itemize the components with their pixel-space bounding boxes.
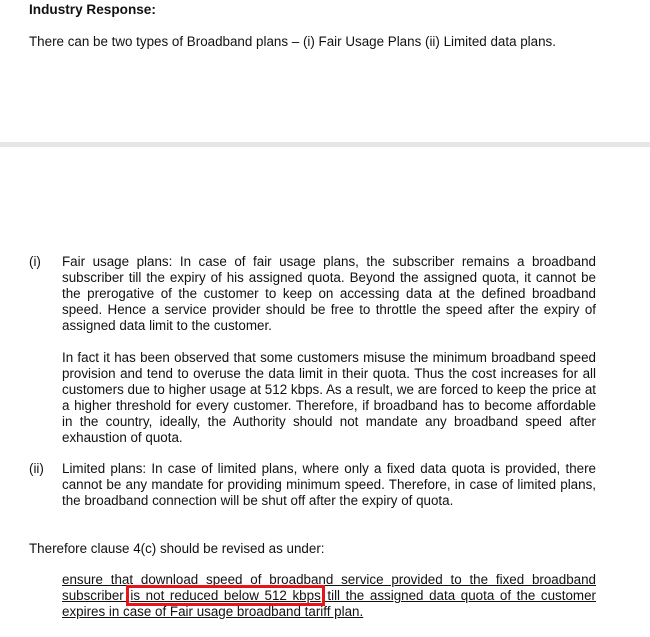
misuse-paragraph: In fact it has been observed that some customers misuse the minimum broadband speed provision and tend to overuse the data limit in their quota. Thus the cost increases for all customers due to higher usage at 512 kbps. As a result, we are forced to keep the price at a higher threshold for every customer. Therefore, if broadband has to become affordable in the country, ideally, the Authority should not mandate any broadband speed after exhaustion of quota. (62, 350, 596, 445)
list-item-body (62, 254, 596, 446)
section-heading: Industry Response: (29, 2, 156, 17)
limited-plans-paragraph: Limited plans: In case of limited plans, where only a fixed data quota is provided, there cannot be any mandate for providing minimum speed. Therefore, in case of limited plans, the broadband connection will be shut off after the expiry of quota. (62, 461, 596, 508)
page-divider (0, 142, 650, 147)
list-item-fair-usage (29, 254, 596, 446)
amended-clause-start: ensure that download speed of broadband service provided to the fixed broadband subscriber (62, 572, 596, 603)
highlighted-phrase: is not reduced below 512 kbps (130, 588, 321, 603)
amended-clause-end: till the assigned data quota of the customer expires in case of Fair usage broadband tariff plan. (62, 588, 596, 619)
revision-intro: Therefore clause 4(c) should be revised as under: (29, 541, 325, 556)
plan-list (29, 254, 596, 509)
amended-clause (62, 572, 596, 620)
intro-paragraph: There can be two types of Broadband plans – (i) Fair Usage Plans (ii) Limited data plans. (29, 34, 556, 49)
list-item-number: (i) (29, 254, 41, 269)
fair-usage-paragraph: Fair usage plans: In case of fair usage plans, the subscriber remains a broadband subscriber till the expiry of his assigned quota. Beyond the assigned quota, it cannot be the prerogative of the customer to keep on accessing data at the defined broadband speed. Hence a service provider should be free to throttle the speed after the expiry of assigned data limit to the customer. (62, 254, 596, 333)
list-item-limited (29, 461, 596, 509)
list-item-body (62, 461, 596, 509)
list-item-number: (ii) (29, 461, 44, 476)
